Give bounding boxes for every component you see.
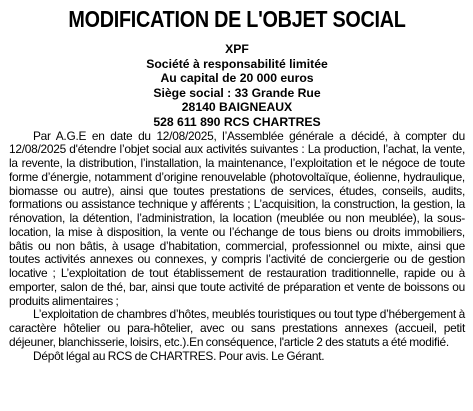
notice-title: MODIFICATION DE L'OBJET SOCIAL [68, 6, 406, 32]
paragraph-decision: Par A.G.E en date du 12/08/2025, l’Assemblée générale a décidé, à compter du 12/08/2025 d'étendre l’objet social aux activités suivantes : La production, l’achat, la vente, la revente, la distribution, l’installation, la maintenance, l’exploitation et le négoce de toute forme d’énergie, notamment d’origine renouvelable (photovoltaïque, éolienne, hydraulique, biomasse ou autre), ainsi que toutes prestations de services, études, conseils, audits, formations ou assistance technique y afférents ; L’acquisition, la construction, la gestion, la rénovation, la détention, l’administration, la location (meublée ou non meublée), la sous-location, la mise à disposition, la vente ou l’échange de tous biens ou droits immobiliers, bâtis ou non bâtis, à usage d’habitation, commercial, professionnel ou mixte, ainsi que toutes activités annexes ou connexes, y compris l’activité de conciergerie ou de gestion locative ; L’exploitation de tout établissement de restauration traditionnelle, rapide ou à emporter, salon de thé, bar, ainsi que toute activité de préparation et vente de boissons ou produits alimentaires ; [9, 128, 465, 308]
company-capital: Au capital de 20 000 euros [160, 71, 314, 86]
company-block [9, 42, 465, 130]
company-postcode-city: 28140 BAIGNEAUX [181, 100, 293, 115]
company-head-office: Siège social : 33 Grande Rue [153, 85, 321, 100]
company-registration: 528 611 890 RCS CHARTRES [153, 114, 321, 129]
paragraph-filing: Dépôt légal au RCS de CHARTRES. Pour avis. Le Gérant. [33, 348, 325, 363]
paragraph-hospitality: L’exploitation de chambres d’hôtes, meublés touristiques ou tout type d’hébergement à caractère hôtelier ou para-hôtelier, avec ou sans prestations annexes (accueil, petit déjeuner, blanchisserie, loisirs, etc.).En conséquence, l'article 2 des statuts a été modifié. [9, 307, 465, 349]
company-legal-form: Société à responsabilité limitée [146, 56, 328, 71]
notice-body [9, 130, 465, 364]
company-name: XPF [225, 42, 249, 56]
